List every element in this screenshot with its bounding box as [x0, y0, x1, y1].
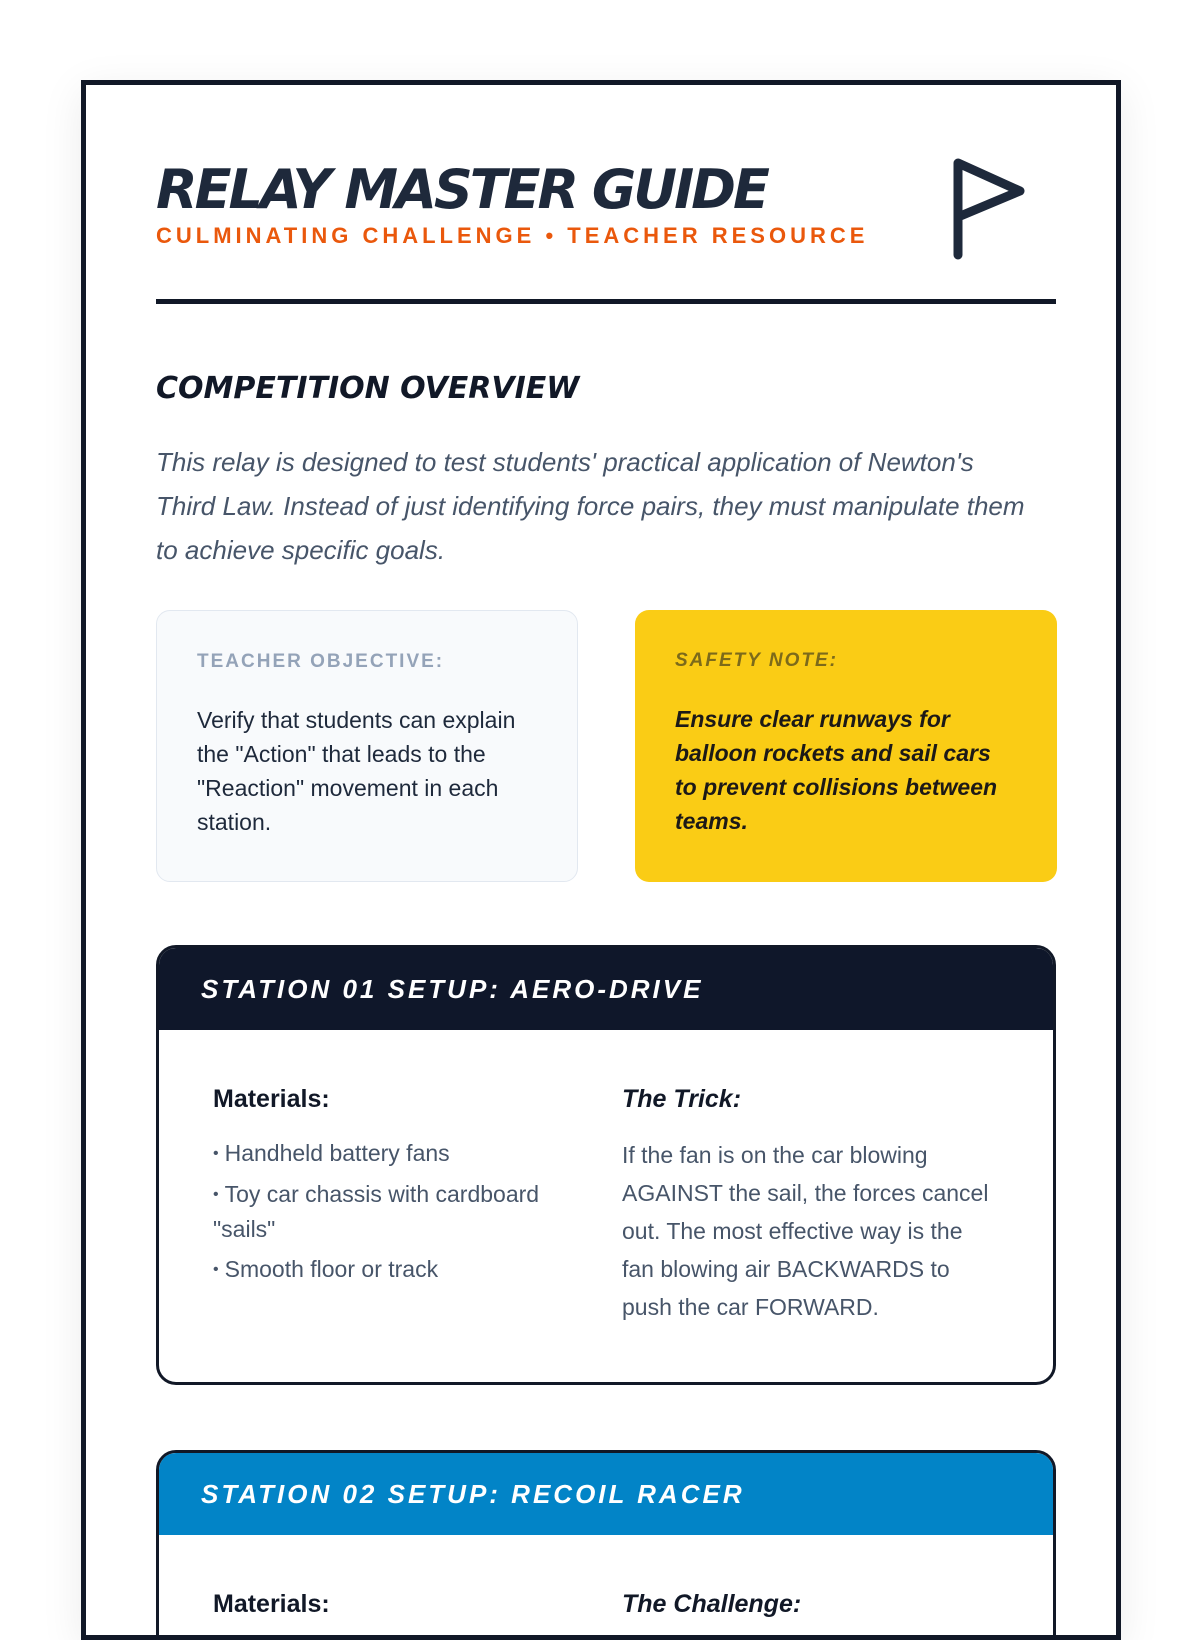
objective-label: TEACHER OBJECTIVE: [197, 651, 445, 672]
safety-label: SAFETY NOTE: [675, 650, 838, 671]
challenge-heading: The Challenge: [622, 1590, 802, 1618]
materials-heading: Materials: [213, 1590, 330, 1618]
station-02-body [159, 1535, 1053, 1640]
station-02-challenge [622, 1590, 992, 1640]
station-01-title: STATION 01 SETUP: AERO-DRIVE [159, 948, 1053, 1030]
station-01-trick [622, 1085, 992, 1326]
station-01-body [159, 1030, 1053, 1385]
page-subtitle: CULMINATING CHALLENGE • TEACHER RESOURCE [156, 223, 869, 248]
list-item: • Toy car chassis with cardboard "sails" [213, 1181, 540, 1242]
materials-heading: Materials: [213, 1085, 330, 1113]
station-02-materials [213, 1590, 573, 1640]
trick-heading: The Trick: [622, 1085, 742, 1113]
page-title: RELAY MASTER GUIDE [156, 158, 767, 221]
station-02-title: STATION 02 SETUP: RECOIL RACER [159, 1453, 1053, 1535]
materials-list [213, 1136, 573, 1287]
flag-icon [942, 155, 1042, 265]
teacher-objective-card [156, 610, 578, 882]
safety-note-card [635, 610, 1057, 882]
station-01-materials [213, 1085, 573, 1293]
station-02-card [156, 1450, 1056, 1640]
list-item: • Handheld battery fans [213, 1140, 450, 1166]
station-01-card [156, 945, 1056, 1385]
guide-page [81, 80, 1121, 1640]
objective-text: Verify that students can explain the "Action" that leads to the "Reaction" movement in each station. [197, 707, 516, 835]
safety-text: Ensure clear runways for balloon rockets and sail cars to prevent collisions between teams. [675, 706, 998, 834]
overview-intro: This relay is designed to test students' practical application of Newton's Third Law. Instead of just identifying force pairs, they must manipulate them to achieve specific goals. [156, 447, 1025, 565]
header-divider [156, 299, 1056, 304]
trick-text: If the fan is on the car blowing AGAINST the sail, the forces cancel out. The most effective way is the fan blowing air BACKWARDS to push the car FORWARD. [622, 1142, 989, 1320]
list-item: • Smooth floor or track [213, 1256, 439, 1282]
page-header [156, 155, 1056, 305]
overview-title: COMPETITION OVERVIEW [156, 371, 580, 406]
